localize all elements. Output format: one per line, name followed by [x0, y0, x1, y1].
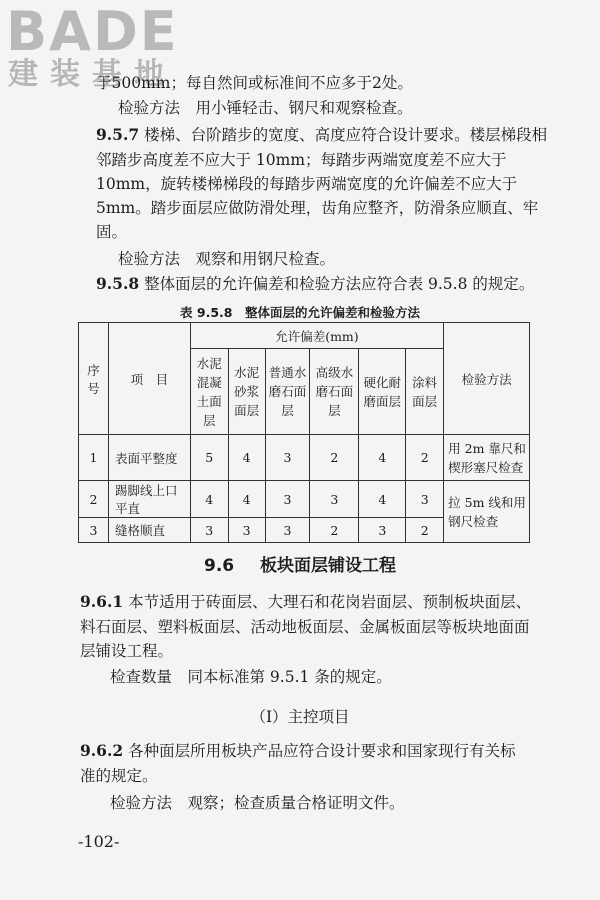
header-hardened-wear: 硬化耐 磨面层 — [359, 349, 406, 435]
clause-text: 本节适用于砖面层、大理石和花岗岩面层、预制板块面层、 — [128, 593, 532, 611]
clause-text: 5mm。踏步面层应做防滑处理，齿角应整齐，防滑条应顺直、牢 — [96, 199, 539, 217]
inspection-method-2: 检验方法 观察和用钢尺检查。 — [118, 250, 336, 268]
header-premium-terrazzo: 高级水 磨石面 层 — [310, 349, 359, 435]
clause-text: 料石面层、塑料板面层、活动地板面层、金属板面层等板块地面面 — [80, 618, 530, 636]
clause-number: 9.6.2 — [80, 741, 124, 760]
header-tolerance-group: 允许偏差(mm) — [190, 323, 443, 349]
method-cell: 拉 5m 线和用 钢尺检查 — [444, 481, 530, 543]
header-cement-concrete: 水泥 混凝 土面 层 — [190, 349, 228, 435]
clause-number: 9.5.7 — [96, 125, 140, 144]
logo-brand-cn: 建装基地 — [8, 57, 176, 92]
table-caption: 表 9.5.8 整体面层的允许偏差和检验方法 — [180, 305, 420, 320]
header-item: 项 目 — [108, 323, 190, 435]
inspection-method-3: 检验方法 观察；检查质量合格证明文件。 — [110, 794, 405, 812]
section-number: 9.6 — [204, 556, 235, 576]
clause-number: 9.6.1 — [80, 592, 124, 611]
page-number: -102- — [78, 832, 120, 851]
tolerance-table — [78, 322, 530, 543]
subsection-heading: （Ⅰ）主控项目 — [250, 708, 350, 726]
inspection-method-1: 检验方法 用小锤轻击、钢尺和观察检查。 — [118, 99, 413, 117]
logo-brand: BADE — [6, 0, 179, 63]
clause-text: 10mm，旋转楼梯梯段的每踏步两端宽度的允许偏差不应大于 — [96, 175, 518, 193]
clause-text: 层铺设工程。 — [80, 642, 174, 660]
table-row: 1 表面平整度 5 4 3 2 4 2 用 2m 靠尺和 楔形塞尺检查 — [79, 435, 530, 481]
clause-text: 准的规定。 — [80, 767, 158, 785]
clause-text: 各种面层所用板块产品应符合设计要求和国家现行有关标 — [128, 742, 516, 760]
paragraph-top: 于500mm；每自然间或标准间不应多于2处。 — [96, 74, 413, 92]
inspection-quantity: 检查数量 同本标准第 9.5.1 条的规定。 — [110, 668, 392, 686]
header-coating: 涂料 面层 — [406, 349, 444, 435]
header-seq: 序 号 — [79, 323, 109, 435]
section-title: 板块面层铺设工程 — [259, 556, 396, 576]
table-row: 2 踢脚线上口平直 4 4 3 3 4 3 拉 5m 线和用 钢尺检查 — [79, 481, 530, 518]
clause-text: 固。 — [96, 223, 128, 241]
table-row: 3 缝格顺直 3 3 3 2 3 2 — [79, 518, 530, 543]
header-ordinary-terrazzo: 普通水 磨石面 层 — [265, 349, 310, 435]
header-method: 检验方法 — [444, 323, 530, 435]
clause-9-5-8 — [0, 273, 600, 295]
clause-text: 邻踏步高度差不应大于 10mm；每踏步两端宽度差不应大于 — [96, 151, 507, 169]
method-cell: 用 2m 靠尺和 楔形塞尺检查 — [444, 435, 530, 481]
clause-text: 楼梯、台阶踏步的宽度、高度应符合设计要求。楼层梯段相 — [144, 126, 548, 144]
section-heading — [0, 551, 600, 576]
clause-text: 整体面层的允许偏差和检验方法应符合表 9.5.8 的规定。 — [144, 275, 535, 293]
header-cement-mortar: 水泥 砂浆 面层 — [228, 349, 265, 435]
clause-number: 9.5.8 — [96, 274, 140, 293]
